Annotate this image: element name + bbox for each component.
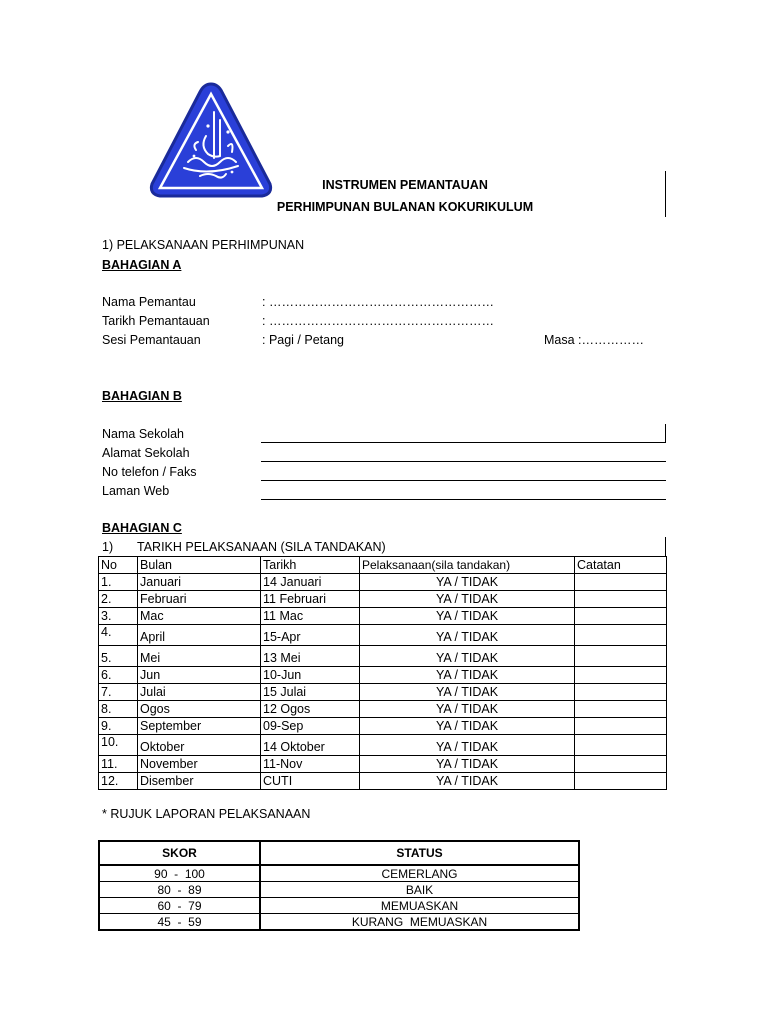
row-no: 10. xyxy=(99,735,138,756)
table-header-row xyxy=(99,557,667,574)
skor-range: 45 - 59 xyxy=(99,914,260,931)
table-row xyxy=(99,865,579,882)
nama-sekolah-line-end xyxy=(665,424,666,443)
row-catatan[interactable] xyxy=(575,701,667,718)
row-bulan: Januari xyxy=(138,574,261,591)
subheading-border xyxy=(665,537,666,556)
row-bulan: Julai xyxy=(138,684,261,701)
document-title-line2: PERHIMPUNAN BULANAN KOKURIKULUM xyxy=(276,200,534,214)
row-no: 12. xyxy=(99,773,138,790)
tarikh-subheading: TARIKH PELAKSANAAN (SILA TANDAKAN) xyxy=(137,540,386,554)
row-bulan: Mac xyxy=(138,608,261,625)
row-tarikh: 11-Nov xyxy=(261,756,360,773)
table-row xyxy=(99,898,579,914)
skor-header-row xyxy=(99,841,579,865)
no-telefon-line[interactable] xyxy=(261,480,666,481)
table-row xyxy=(99,625,667,646)
field-label-alamat-sekolah: Alamat Sekolah xyxy=(102,446,190,460)
row-no: 9. xyxy=(99,718,138,735)
alamat-sekolah-line[interactable] xyxy=(261,461,666,462)
table-row xyxy=(99,773,667,790)
row-bulan: Mei xyxy=(138,646,261,667)
table-row xyxy=(99,701,667,718)
skor-status: CEMERLANG xyxy=(260,865,579,882)
row-no: 6. xyxy=(99,667,138,684)
tarikh-subheading-number: 1) xyxy=(102,540,114,554)
tarikh-pelaksanaan-table xyxy=(98,556,667,790)
field-label-tarikh-pemantauan: Tarikh Pemantauan xyxy=(102,314,210,328)
table-row xyxy=(99,735,667,756)
table-row xyxy=(99,914,579,931)
row-catatan[interactable] xyxy=(575,646,667,667)
table-row xyxy=(99,684,667,701)
row-tarikh: 15-Apr xyxy=(261,625,360,646)
row-tarikh: 12 Ogos xyxy=(261,701,360,718)
field-value-sesi-pemantauan[interactable]: : Pagi / Petang xyxy=(262,333,345,347)
field-masa[interactable]: Masa :…………… xyxy=(544,333,645,347)
row-catatan[interactable] xyxy=(575,735,667,756)
row-catatan[interactable] xyxy=(575,574,667,591)
row-pelaksanaan[interactable]: YA / TIDAK xyxy=(360,608,575,625)
row-tarikh: 11 Februari xyxy=(261,591,360,608)
row-catatan[interactable] xyxy=(575,625,667,646)
row-tarikh: 09-Sep xyxy=(261,718,360,735)
row-catatan[interactable] xyxy=(575,756,667,773)
row-catatan[interactable] xyxy=(575,591,667,608)
row-no: 11. xyxy=(99,756,138,773)
row-bulan: Februari xyxy=(138,591,261,608)
row-tarikh: CUTI xyxy=(261,773,360,790)
row-catatan[interactable] xyxy=(575,684,667,701)
row-pelaksanaan[interactable]: YA / TIDAK xyxy=(360,773,575,790)
row-pelaksanaan[interactable]: YA / TIDAK xyxy=(360,667,575,684)
row-pelaksanaan[interactable]: YA / TIDAK xyxy=(360,735,575,756)
row-tarikh: 14 Oktober xyxy=(261,735,360,756)
table-row xyxy=(99,882,579,898)
field-label-sesi-pemantauan: Sesi Pemantauan xyxy=(102,333,201,347)
col-header-catatan: Catatan xyxy=(575,557,667,574)
bahagian-a-heading: BAHAGIAN A xyxy=(102,258,182,272)
col-header-bulan: Bulan xyxy=(138,557,261,574)
rujuk-note: * RUJUK LAPORAN PELAKSANAAN xyxy=(102,807,311,821)
row-no: 4. xyxy=(99,625,138,646)
row-pelaksanaan[interactable]: YA / TIDAK xyxy=(360,625,575,646)
skor-status: MEMUASKAN xyxy=(260,898,579,914)
table-row xyxy=(99,756,667,773)
col-header-pelaksanaan: Pelaksanaan(sila tandakan) xyxy=(360,557,575,574)
row-no: 2. xyxy=(99,591,138,608)
row-bulan: September xyxy=(138,718,261,735)
table-row xyxy=(99,646,667,667)
field-label-no-telefon: No telefon / Faks xyxy=(102,465,197,479)
col-header-tarikh: Tarikh xyxy=(261,557,360,574)
field-value-tarikh-pemantauan[interactable]: : ……………………………………………… xyxy=(262,314,494,328)
table-row xyxy=(99,591,667,608)
section-heading: 1) PELAKSANAAN PERHIMPUNAN xyxy=(102,238,305,252)
row-pelaksanaan[interactable]: YA / TIDAK xyxy=(360,718,575,735)
skor-range: 90 - 100 xyxy=(99,865,260,882)
skor-status: BAIK xyxy=(260,882,579,898)
row-tarikh: 10-Jun xyxy=(261,667,360,684)
row-tarikh: 13 Mei xyxy=(261,646,360,667)
row-pelaksanaan[interactable]: YA / TIDAK xyxy=(360,684,575,701)
field-value-nama-pemantau[interactable]: : ……………………………………………… xyxy=(262,295,494,309)
table-row xyxy=(99,574,667,591)
row-no: 3. xyxy=(99,608,138,625)
row-no: 8. xyxy=(99,701,138,718)
laman-web-line[interactable] xyxy=(261,499,666,500)
col-header-status: STATUS xyxy=(260,841,579,865)
table-row xyxy=(99,718,667,735)
row-bulan: Ogos xyxy=(138,701,261,718)
skor-status: KURANG MEMUASKAN xyxy=(260,914,579,931)
col-header-no: No xyxy=(99,557,138,574)
row-bulan: November xyxy=(138,756,261,773)
header-divider xyxy=(665,171,666,217)
field-label-nama-pemantau: Nama Pemantau xyxy=(102,295,196,309)
row-no: 5. xyxy=(99,646,138,667)
skor-range: 60 - 79 xyxy=(99,898,260,914)
row-catatan[interactable] xyxy=(575,718,667,735)
bahagian-c-heading: BAHAGIAN C xyxy=(102,521,182,535)
row-catatan[interactable] xyxy=(575,667,667,684)
field-label-laman-web: Laman Web xyxy=(102,484,170,498)
row-catatan[interactable] xyxy=(575,608,667,625)
col-header-skor: SKOR xyxy=(99,841,260,865)
row-bulan: Oktober xyxy=(138,735,261,756)
row-tarikh: 14 Januari xyxy=(261,574,360,591)
row-pelaksanaan[interactable]: YA / TIDAK xyxy=(360,756,575,773)
row-catatan[interactable] xyxy=(575,773,667,790)
bahagian-b-heading: BAHAGIAN B xyxy=(102,389,182,403)
field-label-nama-sekolah: Nama Sekolah xyxy=(102,427,184,441)
nama-sekolah-line[interactable] xyxy=(261,442,666,443)
row-tarikh: 15 Julai xyxy=(261,684,360,701)
skor-range: 80 - 89 xyxy=(99,882,260,898)
row-bulan: Disember xyxy=(138,773,261,790)
table-row xyxy=(99,608,667,625)
row-pelaksanaan[interactable]: YA / TIDAK xyxy=(360,701,575,718)
row-pelaksanaan[interactable]: YA / TIDAK xyxy=(360,574,575,591)
row-tarikh: 11 Mac xyxy=(261,608,360,625)
row-pelaksanaan[interactable]: YA / TIDAK xyxy=(360,591,575,608)
document-title-line1: INSTRUMEN PEMANTAUAN xyxy=(322,178,488,192)
row-bulan: Jun xyxy=(138,667,261,684)
row-pelaksanaan[interactable]: YA / TIDAK xyxy=(360,646,575,667)
row-no: 7. xyxy=(99,684,138,701)
row-bulan: April xyxy=(138,625,261,646)
row-no: 1. xyxy=(99,574,138,591)
table-row xyxy=(99,667,667,684)
skor-status-table xyxy=(98,840,580,931)
